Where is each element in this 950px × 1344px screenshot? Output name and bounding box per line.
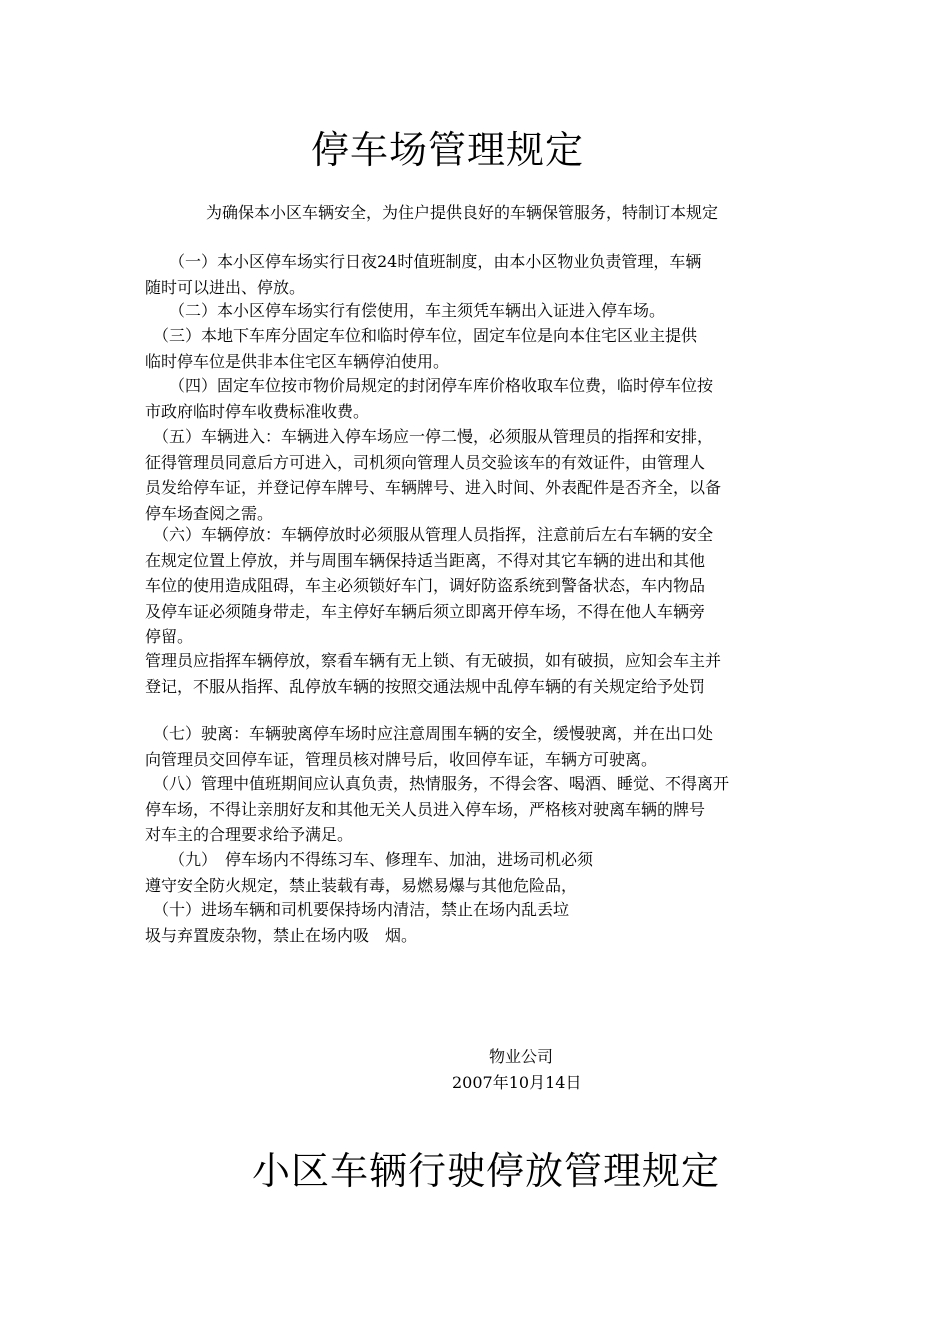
- rule-item-8: [145, 771, 810, 848]
- rule-line: 及停车证必须随身带走，车主停好车辆后须立即离开停车场，不得在他人车辆旁: [145, 601, 706, 621]
- next-document-title: 小区车辆行驶停放管理规定: [252, 1149, 721, 1193]
- rule-line: 征得管理员同意后方可进入，司机须向管理人员交验该车的有效证件，由管理人: [145, 452, 706, 472]
- rule-line: 圾与弃置废杂物，禁止在场内吸 烟。: [145, 925, 418, 945]
- rule-line: 市政府临时停车收费标准收费。: [145, 401, 370, 421]
- rule-line: 管理员应指挥车辆停放，察看车辆有无上锁、有无破损，如有破损，应知会车主并: [145, 651, 722, 670]
- rule-item-10: [145, 897, 810, 948]
- intro-paragraph: 为确保本小区车辆安全，为住户提供良好的车辆保管服务，特制订本规定: [206, 203, 719, 222]
- rule-line: （二）本小区停车场实行有偿使用，车主须凭车辆出入证进入停车场。: [145, 301, 666, 320]
- rule-line: 车位的使用造成阻碍，车主必须锁好车门，调好防盗系统到警备状态，车内物品: [145, 576, 706, 595]
- rule-line: 停留。: [145, 627, 194, 646]
- signature-company: 物业公司: [489, 1047, 554, 1066]
- rule-item-2: [145, 298, 810, 324]
- rule-line: 停车场查阅之需。: [145, 503, 274, 523]
- rule-line: （三）本地下车库分固定车位和临时停车位，固定车位是向本住宅区业主提供: [145, 326, 698, 345]
- rule-line: （八）管理中值班期间应认真负责，热情服务，不得会客、喝酒、睡觉、不得离开: [145, 774, 730, 793]
- rule-line: （九） 停车场内不得练习车、修理车、加油，进场司机必须: [145, 850, 594, 869]
- rule-item-3: [145, 323, 810, 374]
- rule-line: 停车场，不得让亲朋好友和其他无关人员进入停车场，严格核对驶离车辆的牌号: [145, 799, 706, 819]
- rule-line: 遵守安全防火规定，禁止装载有毒，易燃易爆与其他危险品，: [145, 875, 578, 895]
- rule-line: 在规定位置上停放，并与周围车辆保持适当距离，不得对其它车辆的进出和其他: [145, 550, 706, 570]
- rule-line: （四）固定车位按市物价局规定的封闭停车库价格收取车位费，临时停车位按: [145, 376, 714, 395]
- rule-item-4: [145, 373, 810, 424]
- rule-line: （一）本小区停车场实行日夜24时值班制度，由本小区物业负责管理，车辆: [145, 252, 702, 271]
- document-title: 停车场管理规定: [311, 128, 585, 172]
- rule-item-9: [145, 847, 810, 898]
- rule-line: （十）进场车辆和司机要保持场内清洁，禁止在场内乱丢垃: [145, 900, 570, 919]
- rule-item-6: [145, 522, 810, 650]
- rule-item-5: [145, 424, 810, 526]
- rule-line: 随时可以进出、停放。: [145, 277, 306, 297]
- rule-item-1: [145, 249, 810, 300]
- rule-item-7: [145, 721, 810, 772]
- rule-line: 员发给停车证，并登记停车牌号、车辆牌号、进入时间、外表配件是否齐全，以备: [145, 478, 722, 497]
- rule-line: （五）车辆进入：车辆进入停车场应一停二慢，必须服从管理员的指挥和安排，: [145, 427, 714, 446]
- rule-line: （六）车辆停放：车辆停放时必须服从管理人员指挥，注意前后左右车辆的安全: [145, 525, 714, 544]
- rule-line: 向管理员交回停车证，管理员核对牌号后，收回停车证，车辆方可驶离。: [145, 749, 658, 769]
- rule-line: （七）驶离：车辆驶离停车场时应注意周围车辆的安全，缓慢驶离，并在出口处: [145, 724, 714, 743]
- manager-paragraph: [145, 648, 810, 699]
- rule-line: 登记，不服从指挥、乱停放车辆的按照交通法规中乱停车辆的有关规定给予处罚: [145, 676, 706, 696]
- signature-date: 2007年10月14日: [452, 1073, 582, 1092]
- rule-line: 对车主的合理要求给予满足。: [145, 825, 354, 844]
- rule-line: 临时停车位是供非本住宅区车辆停泊使用。: [145, 351, 450, 371]
